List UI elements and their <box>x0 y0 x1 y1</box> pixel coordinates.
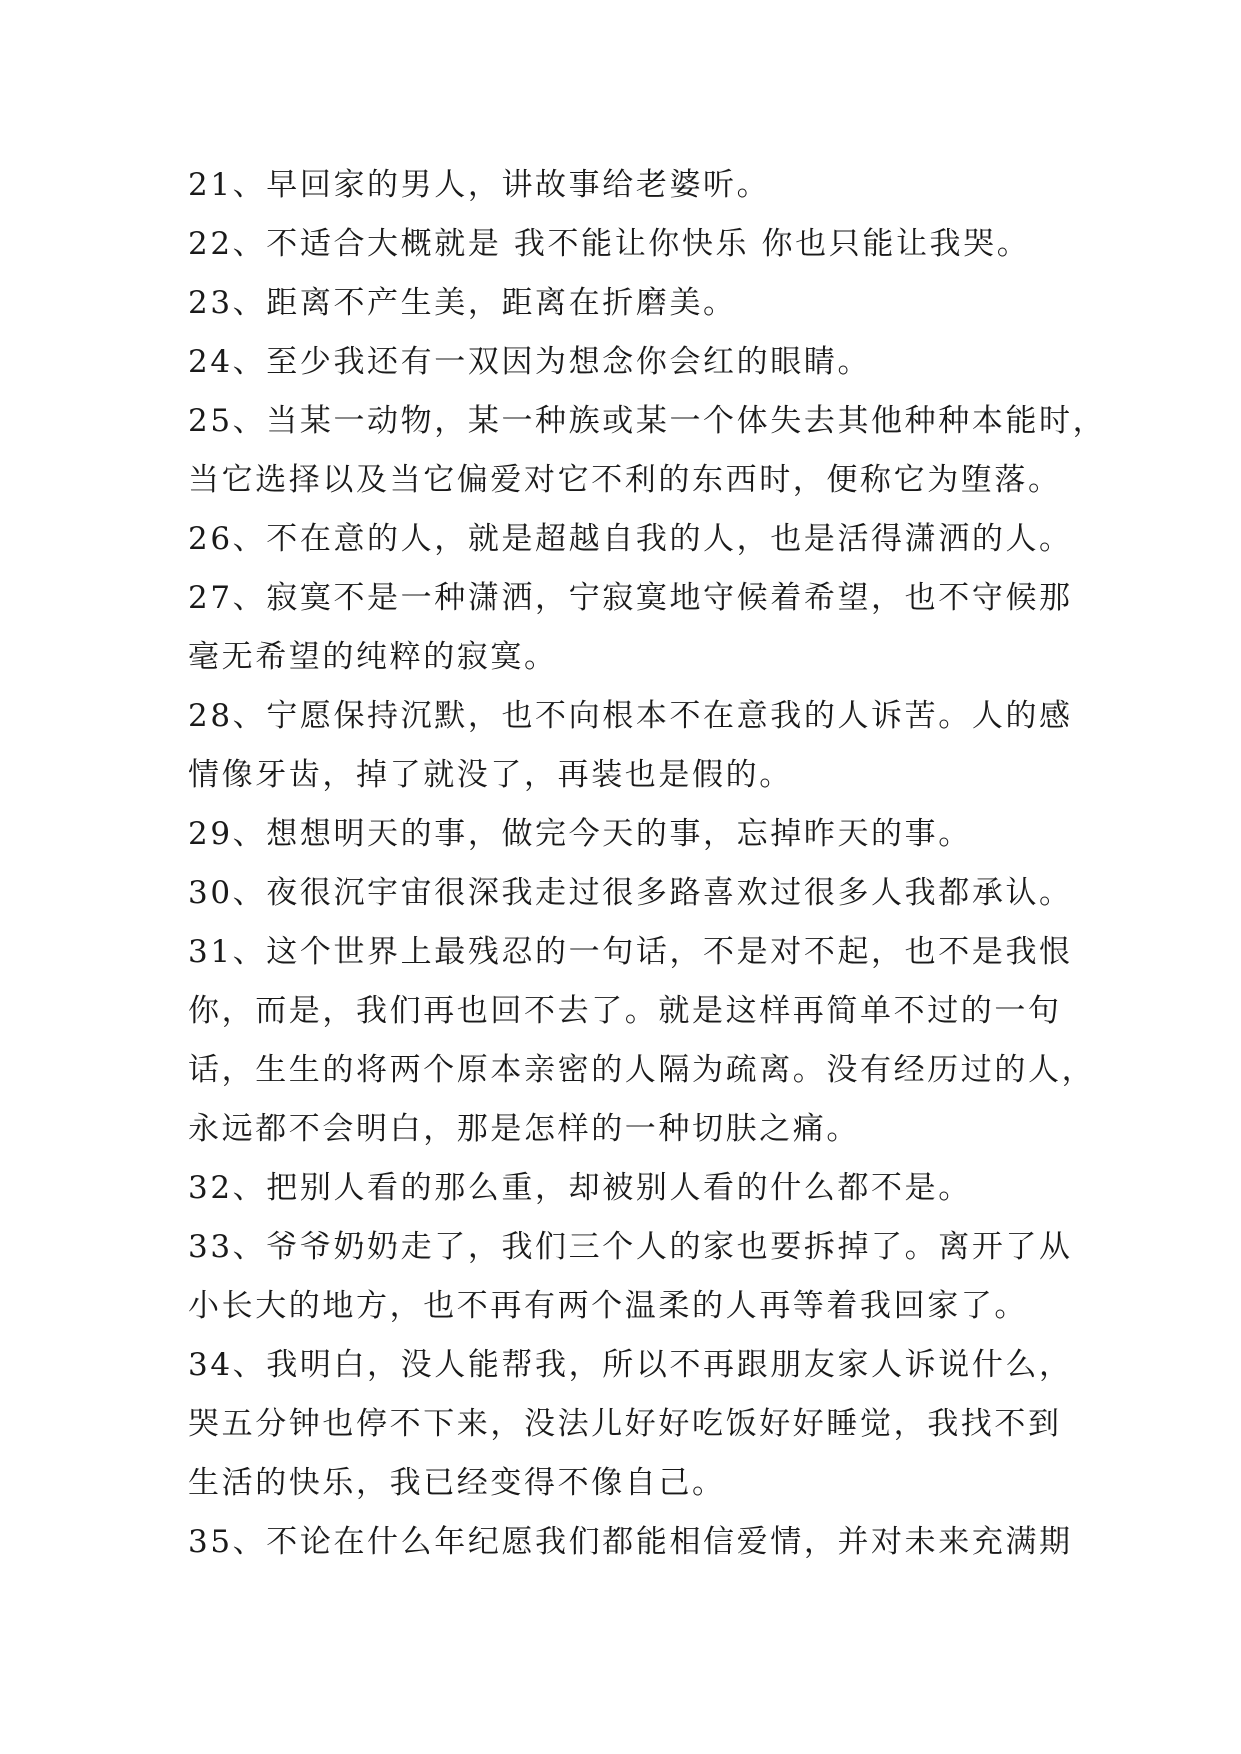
text-line: 32、把别人看的那么重，却被别人看的什么都不是。 <box>188 1170 972 1206</box>
text-line: 毫无希望的纯粹的寂寞。 <box>188 639 558 675</box>
text-line: 33、爷爷奶奶走了，我们三个人的家也要拆掉了。离开了从 <box>188 1229 1073 1265</box>
text-line: 小长大的地方，也不再有两个温柔的人再等着我回家了。 <box>188 1288 1028 1324</box>
text-line: 30、夜很沉宇宙很深我走过很多路喜欢过很多人我都承认。 <box>188 875 1073 911</box>
text-line: 23、距离不产生美，距离在折磨美。 <box>188 285 737 321</box>
text-line: 情像牙齿，掉了就没了，再装也是假的。 <box>188 757 793 793</box>
text-line: 26、不在意的人，就是超越自我的人，也是活得潇洒的人。 <box>188 521 1073 557</box>
text-line: 31、这个世界上最残忍的一句话，不是对不起，也不是我恨 <box>188 934 1073 970</box>
text-line: 生活的快乐，我已经变得不像自己。 <box>188 1465 726 1501</box>
text-line: 35、不论在什么年纪愿我们都能相信爱情，并对未来充满期 <box>188 1524 1073 1560</box>
text-line: 28、宁愿保持沉默，也不向根本不在意我的人诉苦。人的感 <box>188 698 1073 734</box>
text-body <box>188 156 1107 1572</box>
text-line: 话，生生的将两个原本亲密的人隔为疏离。没有经历过的人， <box>188 1052 1096 1088</box>
text-line: 21、早回家的男人，讲故事给老婆听。 <box>188 167 771 203</box>
text-line: 29、想想明天的事，做完今天的事，忘掉昨天的事。 <box>188 816 972 852</box>
text-line: 永远都不会明白，那是怎样的一种切肤之痛。 <box>188 1111 860 1147</box>
text-line: 当它选择以及当它偏爱对它不利的东西时，便称它为堕落。 <box>188 462 1062 498</box>
text-line: 哭五分钟也停不下来，没法儿好好吃饭好好睡觉，我找不到 <box>188 1406 1062 1442</box>
text-line: 27、寂寞不是一种潇洒，宁寂寞地守候着希望，也不守候那 <box>188 580 1073 616</box>
text-line: 22、不适合大概就是 我不能让你快乐 你也只能让我哭。 <box>188 226 1031 262</box>
text-line: 34、我明白，没人能帮我，所以不再跟朋友家人诉说什么， <box>188 1347 1073 1383</box>
text-line: 24、至少我还有一双因为想念你会红的眼睛。 <box>188 344 872 380</box>
text-line: 你，而是，我们再也回不去了。就是这样再简单不过的一句 <box>188 993 1062 1029</box>
text-line: 25、当某一动物，某一种族或某一个体失去其他种种本能时， <box>188 403 1107 439</box>
